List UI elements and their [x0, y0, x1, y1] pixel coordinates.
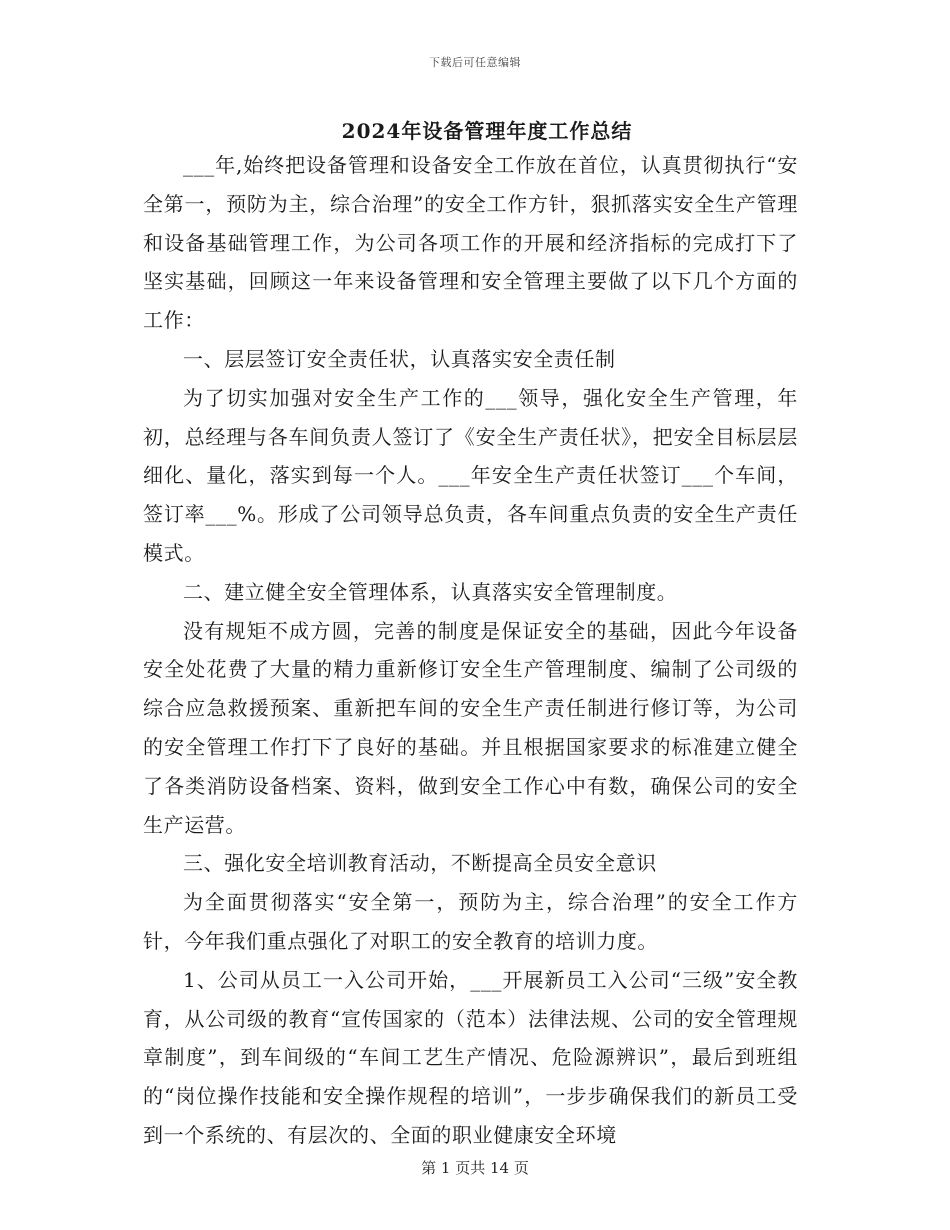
document-body: [143, 146, 798, 1155]
section-heading-2: 二、建立健全安全管理体系，认真落实安全管理制度。: [183, 579, 678, 604]
paragraph: 1、公司从员工一入公司开始，___开展新员工入公司“三级”安全教育，从公司级的教育“宣传国家的（范本）法律法规、公司的安全管理规章制度”，到车间级的“车间工艺生产情况、危险源辨识”，最后到班组的“岗位操作技能和安全操作规程的培训”，一步步确保我们的新员工受到一个系统的、有层次的、全面的职业健康安全环境: [143, 967, 798, 1147]
paragraph: 为全面贯彻落实“安全第一，预防为主，综合治理”的安全工作方针，今年我们重点强化了对职工的安全教育的培训力度。: [143, 890, 798, 953]
section-heading-1: 一、层层签订安全责任状，认真落实安全责任制: [183, 346, 616, 371]
page-footer: 第 1 页共 14 页: [421, 1159, 529, 1177]
page-header-note: 下载后可任意编辑: [429, 56, 521, 69]
paragraph: 没有规矩不成方圆，完善的制度是保证安全的基础，因此今年设备安全处花费了大量的精力重新修订安全生产管理制度、编制了公司级的综合应急救援预案、重新把车间的安全生产责任制进行修订等，为公司的安全管理工作打下了良好的基础。并且根据国家要求的标准建立健全了各类消防设备档案、资料，做到安全工作心中有数，确保公司的安全生产运营。: [143, 618, 798, 837]
section-heading-3: 三、强化安全培训教育活动，不断提高全员安全意识: [183, 851, 657, 876]
document-title: 2024年设备管理年度工作总结: [341, 119, 633, 143]
paragraph: 为了切实加强对安全生产工作的___领导，强化安全生产管理，年初，总经理与各车间负责人签订了《安全生产责任状》，把安全目标层层细化、量化，落实到每一个人。___年安全生产责任状签订___个车间，签订率___%。形成了公司领导总负责，各车间重点负责的安全生产责任模式。: [143, 385, 798, 565]
paragraph-intro: ___年,始终把设备管理和设备安全工作放在首位，认真贯彻执行“安全第一，预防为主，综合治理”的安全工作方针，狠抓落实安全生产管理和设备基础管理工作，为公司各项工作的开展和经济指标的完成打下了坚实基础，回顾这一年来设备管理和安全管理主要做了以下几个方面的工作：: [143, 153, 798, 333]
